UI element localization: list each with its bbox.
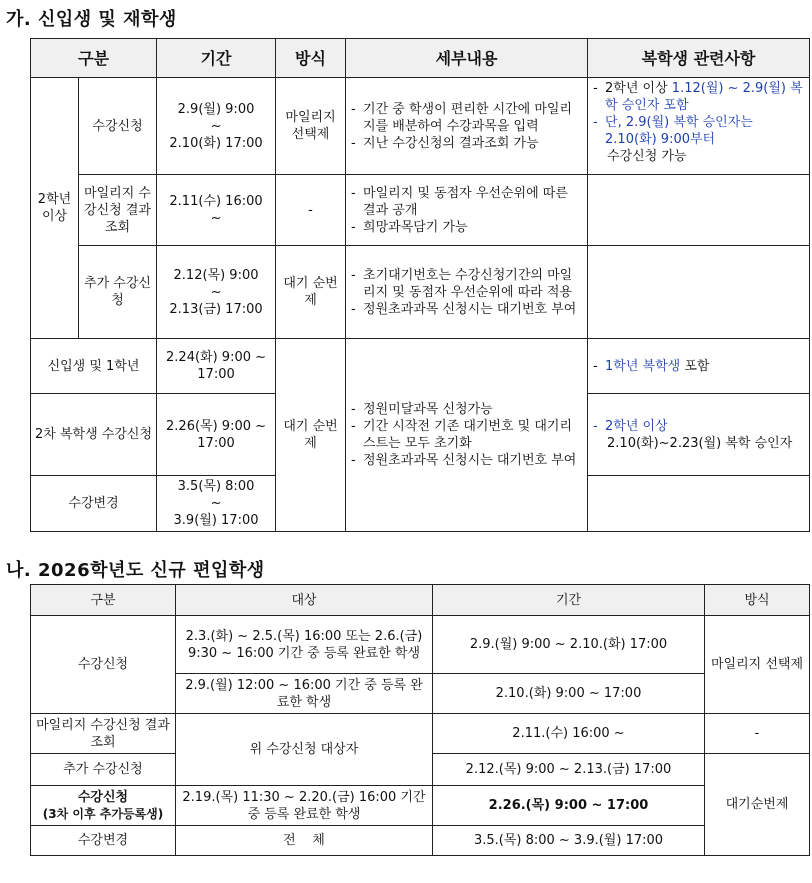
target-cell: 2.9.(월) 12:00 ~ 16:00 기간 중 등록 완료한 학생	[176, 674, 433, 714]
period-tilde: ~	[210, 118, 222, 134]
detail-item: - 정원초과과목 신청시는 대기번호 부여	[349, 301, 584, 318]
details-cell	[346, 246, 588, 339]
period-cell: 2.12.(목) 9:00 ~ 2.13.(금) 17:00	[433, 754, 705, 786]
header-category: 구분	[31, 39, 157, 78]
period-cell	[157, 175, 276, 246]
row-label: 수강변경	[31, 826, 176, 856]
table-row	[31, 786, 810, 826]
row-label: 마일리지 수강신청 결과조회	[31, 714, 176, 754]
table-header-row	[31, 39, 810, 78]
schedule-table-1	[30, 38, 810, 532]
row-label-sub: (3차 이후 추가등록생)	[42, 806, 164, 821]
section-title-2: 나. 2026학년도 신규 편입학생	[6, 560, 265, 581]
target-cell: 전 체	[176, 826, 433, 856]
period-cell: 2.10.(화) 9:00 ~ 17:00	[433, 674, 705, 714]
period-tilde: ~	[210, 211, 222, 226]
note-text: 2.10(화)~2.23(월) 복학 승인자	[607, 435, 793, 451]
note-highlight: 1.12(월) ~ 2.9(월) 복학 승인자 포함	[605, 81, 803, 113]
row-label: 수강변경	[31, 476, 157, 532]
row-label: 2차 복학생 수강신청	[31, 394, 157, 476]
detail-item: - 정원미달과목 신청가능	[349, 401, 584, 418]
row-label: 신입생 및 1학년	[31, 339, 157, 394]
details-cell	[346, 78, 588, 175]
group-label: 2학년 이상	[31, 78, 79, 339]
return-notes-cell	[588, 476, 810, 532]
details-cell	[346, 339, 588, 532]
header-target: 대상	[176, 585, 433, 616]
header-period: 기간	[157, 39, 276, 78]
period-end: 2.10(화) 17:00	[169, 135, 263, 151]
detail-item: - 마일리지 및 동점자 우선순위에 따른 결과 공개	[349, 185, 584, 219]
detail-item: - 지난 수강신청의 결과조회 가능	[349, 135, 584, 152]
detail-item: - 기간 중 학생이 편리한 시간에 마일리지를 배분하여 수강과목을 입력	[349, 101, 584, 135]
return-notes-cell	[588, 339, 810, 394]
period-tilde: ~	[210, 284, 222, 300]
period-cell: 2.26.(목) 9:00 ~ 17:00	[433, 786, 705, 826]
table-row	[31, 246, 810, 339]
table-row	[31, 826, 810, 856]
detail-item: - 초기대기번호는 수강신청기간의 마일리지 및 동점자 우선순위에 따라 적용	[349, 267, 584, 301]
header-category: 구분	[31, 585, 176, 616]
return-note-item	[591, 358, 806, 375]
table-row	[31, 175, 810, 246]
period-cell: 2.9.(월) 9:00 ~ 2.10.(화) 17:00	[433, 616, 705, 674]
header-return-student: 복학생 관련사항	[588, 39, 810, 78]
method-cell: 마일리지 선택제	[276, 78, 346, 175]
note-text: 포함	[680, 358, 710, 374]
target-cell: 2.3.(화) ~ 2.5.(목) 16:00 또는 2.6.(금) 9:30 ~ 16:00 기간 중 등록 완료한 학생	[176, 616, 433, 674]
period-end: 2.13(금) 17:00	[169, 301, 263, 317]
note-text: 2학년 이상	[605, 81, 672, 96]
period-start: 3.5(목) 8:00	[177, 479, 255, 494]
table-row	[31, 339, 810, 394]
header-method: 방식	[705, 585, 810, 616]
table-row	[31, 616, 810, 674]
row-label: 추가 수강신청	[79, 246, 157, 339]
table-row	[31, 78, 810, 175]
row-label: 마일리지 수강신청 결과조회	[79, 175, 157, 246]
method-cell: 대기 순번제	[276, 246, 346, 339]
period-cell: 3.5.(목) 8:00 ~ 3.9.(월) 17:00	[433, 826, 705, 856]
header-period: 기간	[433, 585, 705, 616]
target-cell: 위 수강신청 대상자	[176, 714, 433, 786]
table-header-row	[31, 585, 810, 616]
period-cell: 2.11.(수) 16:00 ~	[433, 714, 705, 754]
period-cell: 2.26(목) 9:00 ~ 17:00	[157, 394, 276, 476]
row-label-main: 수강신청	[77, 789, 129, 805]
period-end: 3.9(월) 17:00	[173, 513, 259, 528]
header-method: 방식	[276, 39, 346, 78]
return-notes-cell	[588, 175, 810, 246]
note-text: 수강신청 가능	[607, 149, 687, 164]
method-cell: 대기 순번제	[276, 339, 346, 532]
row-label: 추가 수강신청	[31, 754, 176, 786]
row-label: 수강신청	[79, 78, 157, 175]
period-start: 2.12(목) 9:00	[173, 267, 259, 283]
period-cell: 2.24(화) 9:00 ~ 17:00	[157, 339, 276, 394]
return-note-item: - 2학년 이상	[591, 418, 806, 435]
row-label	[31, 786, 176, 826]
method-cell: -	[705, 714, 810, 754]
detail-item: - 기간 시작전 기존 대기번호 및 대기리스트는 모두 초기화	[349, 418, 584, 452]
table-row	[31, 714, 810, 754]
schedule-table-2	[30, 584, 810, 856]
period-start: 2.9(월) 9:00	[177, 101, 255, 117]
return-notes-cell	[588, 246, 810, 339]
period-cell	[157, 78, 276, 175]
section-title-1: 가. 신입생 및 재학생	[6, 9, 177, 30]
period-start: 2.11(수) 16:00	[169, 194, 263, 209]
note-highlight: 1학년 복학생	[605, 358, 681, 374]
method-cell: 마일리지 선택제	[705, 616, 810, 714]
header-details: 세부내용	[346, 39, 588, 78]
details-cell	[346, 175, 588, 246]
period-cell	[157, 476, 276, 532]
period-tilde: ~	[210, 496, 222, 511]
method-cell: -	[276, 175, 346, 246]
target-cell: 2.19.(목) 11:30 ~ 2.20.(금) 16:00 기간 중 등록 완료한 학생	[176, 786, 433, 826]
period-cell	[157, 246, 276, 339]
detail-item: - 희망과목담기 가능	[349, 219, 584, 236]
detail-item: - 정원초과과목 신청시는 대기번호 부여	[349, 452, 584, 469]
return-note-item: - 단, 2.9(월) 복학 승인자는 2.10(화) 9:00부터	[591, 114, 806, 148]
return-notes-cell	[588, 394, 810, 476]
method-cell: 대기순번제	[705, 754, 810, 856]
row-label: 수강신청	[31, 616, 176, 714]
return-note-item	[591, 80, 806, 114]
return-notes-cell	[588, 78, 810, 175]
